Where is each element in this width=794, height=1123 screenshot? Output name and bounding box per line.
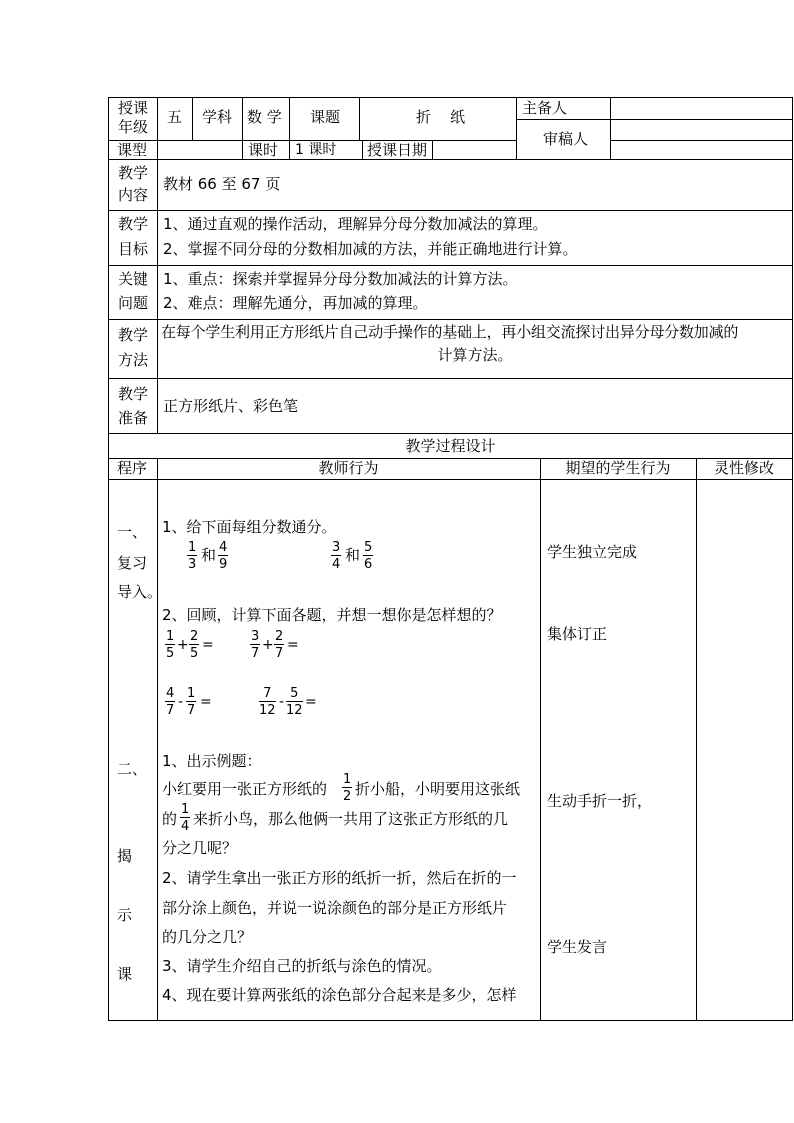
prep-text: 正方形纸片、彩色笔 xyxy=(163,397,299,415)
teacher-text: 2、请学生拿出一张正方形的纸折一折，然后在折的一 xyxy=(162,869,517,887)
teacher-text: 来折小鸟，那么他俩一共用了这张正方形纸的几 xyxy=(193,810,509,828)
math-word: 和 xyxy=(345,546,361,564)
goal-item: 1、通过直观的操作活动，理解异分母分数加减法的算理。 xyxy=(163,215,548,233)
operator: = xyxy=(305,694,317,710)
divider xyxy=(108,159,793,160)
fraction: $\frac{1}{4}$ xyxy=(181,802,190,834)
fraction: $\frac{1}{2}$ xyxy=(343,772,352,804)
fraction: $\frac{2}{7}$ xyxy=(275,629,284,661)
teacher-text: 的几分之几？ xyxy=(162,928,253,946)
teacher-text: 1、给下面每组分数通分。 xyxy=(162,518,337,536)
divider xyxy=(108,140,516,141)
operator: + xyxy=(262,637,274,653)
divider xyxy=(289,97,290,159)
fraction: $\frac{1}{7}$ xyxy=(187,686,196,718)
key-label: 问题 xyxy=(118,294,149,312)
divider xyxy=(108,479,793,480)
operator: - xyxy=(279,694,285,710)
divider xyxy=(157,458,158,1020)
key-point: 2、难点：理解先通分，再加减的算理。 xyxy=(163,294,428,312)
border-right xyxy=(792,97,793,1020)
process-title: 教学过程设计 xyxy=(405,437,496,455)
teacher-text: 3、请学生介绍自己的折纸与涂色的情况。 xyxy=(162,957,442,975)
method-label: 教学 xyxy=(118,326,149,344)
fraction: $\frac{3}{7}$ xyxy=(251,629,260,661)
border-bottom xyxy=(108,1020,793,1021)
student-text: 集体订正 xyxy=(547,625,608,643)
divider xyxy=(540,458,541,1020)
step-label: 示 xyxy=(117,906,133,924)
fraction: $\frac{5}{6}$ xyxy=(364,540,373,572)
border-left xyxy=(108,97,109,1020)
teacher-text: 4、现在要计算两张纸的涂色部分合起来是多少，怎样 xyxy=(162,986,517,1004)
goals-label: 目标 xyxy=(118,240,149,258)
fraction: $\frac{1}{5}$ xyxy=(166,629,175,661)
divider xyxy=(610,97,611,159)
fraction: $\frac{4}{7}$ xyxy=(166,686,175,718)
divider xyxy=(359,97,360,140)
teacher-text: 部分涂上颜色，并说一说涂颜色的部分是正方形纸片 xyxy=(162,899,508,917)
student-text: 学生独立完成 xyxy=(547,543,638,561)
grade-label: 授课 xyxy=(118,99,149,117)
col-teacher: 教师行为 xyxy=(318,459,379,477)
method-label: 方法 xyxy=(118,351,149,369)
operator: - xyxy=(178,694,184,710)
divider xyxy=(108,265,793,266)
prep-label: 教学 xyxy=(118,385,149,403)
key-label: 关键 xyxy=(118,270,149,288)
divider xyxy=(192,97,193,140)
period-value: 1 课时 xyxy=(295,142,337,158)
fraction: $\frac{3}{4}$ xyxy=(332,540,341,572)
divider xyxy=(432,140,433,159)
date-label: 授课日期 xyxy=(367,141,428,159)
topic-value: 折 纸 xyxy=(416,108,466,126)
content-label: 内容 xyxy=(118,186,149,204)
teacher-text: 1、出示例题： xyxy=(162,752,262,770)
divider xyxy=(157,97,158,159)
operator: = xyxy=(202,637,214,653)
reviewer-label: 审稿人 xyxy=(543,130,589,148)
grade-value: 五 xyxy=(167,108,183,126)
divider xyxy=(696,458,697,1020)
fraction: $\frac{2}{5}$ xyxy=(190,629,199,661)
content-label: 教学 xyxy=(118,164,149,182)
col-flex: 灵性修改 xyxy=(713,459,774,477)
divider xyxy=(108,378,793,379)
operator: = xyxy=(287,637,299,653)
col-step: 程序 xyxy=(117,459,148,477)
step-label: 揭 xyxy=(117,847,133,865)
step-label: 复习 xyxy=(117,554,148,572)
fraction: $\frac{1}{3}$ xyxy=(188,540,197,572)
divider xyxy=(516,119,793,120)
col-student: 期望的学生行为 xyxy=(565,459,671,477)
prep-label: 准备 xyxy=(118,409,149,427)
student-text: 生动手折一折， xyxy=(547,792,653,810)
operator: = xyxy=(200,694,212,710)
step-number: 二、 xyxy=(117,760,148,778)
teacher-text: 分之几呢？ xyxy=(162,839,238,857)
step-label: 导入。 xyxy=(117,583,163,601)
fraction: $\frac{5}{12}$ xyxy=(286,686,303,718)
divider xyxy=(108,319,793,320)
method-text: 在每个学生利用正方形纸片自己动手操作的基础上，再小组交流探讨出异分母分数加减的 xyxy=(161,323,739,341)
fraction: $\frac{7}{12}$ xyxy=(259,686,276,718)
subject-label: 学科 xyxy=(202,108,233,126)
teacher-text: 2、回顾，计算下面各题，并想一想你是怎样想的？ xyxy=(162,606,502,624)
divider xyxy=(108,433,793,434)
teacher-text: 折小船，小明要用这张纸 xyxy=(355,780,521,798)
divider xyxy=(108,210,793,211)
teacher-text: 的 xyxy=(162,810,178,828)
lesson-type-label: 课型 xyxy=(117,141,148,159)
goals-label: 教学 xyxy=(118,215,149,233)
border-top xyxy=(108,97,793,98)
subject-value: 数 学 xyxy=(247,108,282,126)
divider xyxy=(157,159,158,433)
divider xyxy=(362,140,363,159)
student-text: 学生发言 xyxy=(547,938,608,956)
topic-label: 课题 xyxy=(310,108,341,126)
period-label: 课时 xyxy=(248,141,279,159)
grade-label: 年级 xyxy=(118,118,149,136)
divider xyxy=(610,140,793,141)
operator: + xyxy=(177,637,189,653)
math-word: 和 xyxy=(201,546,217,564)
step-number: 一、 xyxy=(117,523,148,541)
step-label: 课 xyxy=(117,965,133,983)
divider xyxy=(242,97,243,159)
teacher-text: 小红要用一张正方形纸的 xyxy=(162,780,328,798)
divider xyxy=(516,97,517,159)
fraction: $\frac{4}{9}$ xyxy=(219,540,228,572)
goal-item: 2、掌握不同分母的分数相加减的方法，并能正确地进行计算。 xyxy=(163,240,578,258)
content-text: 教材 66 至 67 页 xyxy=(163,175,281,193)
lead-preparer-label: 主备人 xyxy=(522,99,568,117)
key-point: 1、重点：探索并掌握异分母分数加减法的计算方法。 xyxy=(163,270,518,288)
divider xyxy=(108,458,793,459)
method-text: 计算方法。 xyxy=(437,346,513,364)
